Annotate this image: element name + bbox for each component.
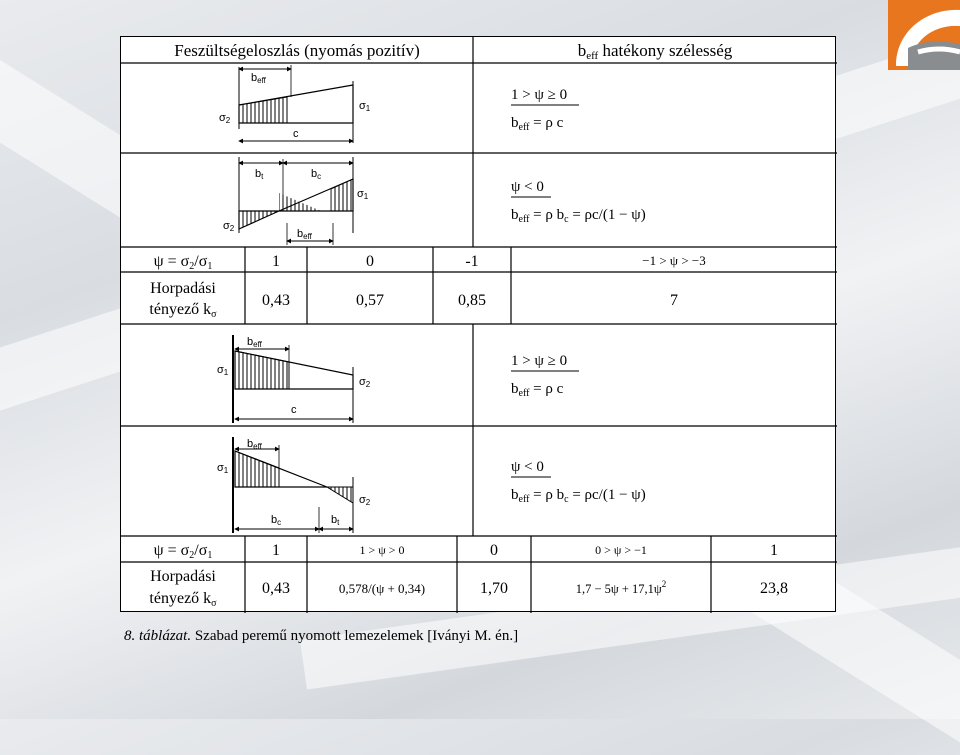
svg-text:beff = ρ bc = ρc/(1 − ψ): $b_{eff} = \rho$ $b_c = \rho c/(1 - \psi)$ — [511, 487, 646, 505]
stress-diagram-2 — [223, 157, 369, 245]
sigma1-label: σ1 — [359, 100, 371, 113]
b1-label: bt — [255, 168, 264, 181]
psi-row-1 — [154, 253, 706, 272]
svg-text:0: 0 — [490, 542, 498, 559]
psi-row-2 — [154, 542, 778, 561]
svg-text:Horpadási: Horpadási — [150, 568, 216, 585]
svg-text:0,43: 0,43 — [262, 292, 290, 309]
sigma2-label: σ2 — [359, 376, 371, 389]
svg-text:23,8: 23,8 — [760, 580, 788, 597]
beff-label: beff — [247, 438, 262, 451]
sigma2-label: σ2 — [359, 494, 371, 507]
svg-text:Horpadási: Horpadási — [150, 280, 216, 297]
svg-text:1,70: 1,70 — [480, 580, 508, 597]
svg-text:ψ = σ2/σ1: ψ = σ2/σ1 — [153, 253, 213, 272]
sigma1-label: σ1 — [217, 364, 229, 377]
svg-text:7: 7 — [670, 292, 678, 309]
svg-text:0,57: 0,57 — [356, 292, 384, 309]
svg-text:0,85: 0,85 — [458, 292, 486, 309]
stress-diagram-3 — [217, 335, 371, 423]
svg-text:1,7 − 5ψ + 17,1ψ2: $1,7 - 5\psi + 17,1\psi^2$ — [575, 579, 667, 596]
svg-text:0,43: 0,43 — [262, 580, 290, 597]
svg-text:0: 0 — [366, 253, 374, 270]
svg-text:ψ < 0: ψ < 0 — [511, 459, 544, 475]
company-logo — [888, 0, 960, 70]
svg-text:1: 1 — [272, 253, 280, 270]
svg-text:ψ < 0: ψ < 0 — [511, 179, 544, 195]
table-caption — [124, 628, 518, 645]
bc-label: bc — [271, 514, 282, 527]
formula-block-1 — [511, 87, 579, 133]
svg-text:1 > ψ ≥ 0: 1 > ψ ≥ 0 — [511, 87, 568, 103]
svg-text:tényező kσ: tényező kσ — [149, 301, 217, 320]
stress-diagram-1 — [219, 65, 371, 143]
beff-label: beff — [247, 336, 262, 349]
svg-text:0,578/(ψ + 0,34): 0,578/(ψ + 0,34) — [338, 581, 426, 596]
sigma1-label: σ1 — [217, 462, 229, 475]
formula-block-4 — [511, 459, 646, 505]
c-label: c — [293, 128, 299, 140]
c-label: c — [291, 404, 297, 416]
svg-text:1: 1 — [272, 542, 280, 559]
svg-text:1 > ψ > 0: 1 > ψ > 0 — [359, 543, 405, 557]
header-effective-width: beff hatékony szélesség — [577, 41, 733, 62]
svg-text:beff = ρ c: $b_{eff} = \rho$ c — [511, 115, 564, 133]
k-row-1 — [149, 280, 678, 320]
svg-text:ψ = σ2/σ1: ψ = σ2/σ1 — [153, 542, 213, 561]
sigma1-label: σ1 — [357, 188, 369, 201]
formula-block-2 — [511, 179, 646, 225]
document-table — [120, 36, 836, 612]
svg-text:0 > ψ > −1: 0 > ψ > −1 — [595, 543, 647, 557]
stress-diagram-4 — [217, 437, 371, 533]
b1-label: bt — [331, 514, 340, 527]
svg-text:beff = ρ c: $b_{eff} = \rho$ c — [511, 381, 564, 399]
svg-text:tényező kσ: tényező kσ — [149, 590, 217, 609]
formula-block-3 — [511, 353, 579, 399]
svg-text:1: 1 — [770, 542, 778, 559]
sigma2-label: σ2 — [223, 220, 235, 233]
svg-text:-1: -1 — [465, 253, 479, 270]
beff-label: beff — [251, 72, 266, 85]
beff-label: beff — [297, 228, 312, 241]
svg-text:beff = ρ bc = ρc/(1 − ψ): $b_{eff} = \rho$ $b_c = \rho c/(1 - \psi)$ — [511, 207, 646, 225]
caption-number: 8. táblázat. — [124, 628, 192, 644]
svg-text:−1 > ψ > −3: −1 > ψ > −3 — [642, 253, 706, 268]
header-stress-distribution: Feszültségeloszlás (nyomás pozitív) — [174, 41, 420, 60]
sigma2-label: σ2 — [219, 112, 231, 125]
caption-text: Szabad peremű nyomott lemezelemek [Iványi M. én.] — [191, 628, 519, 644]
svg-text:1 > ψ ≥ 0: 1 > ψ ≥ 0 — [511, 353, 568, 369]
bc-label: bc — [311, 168, 322, 181]
